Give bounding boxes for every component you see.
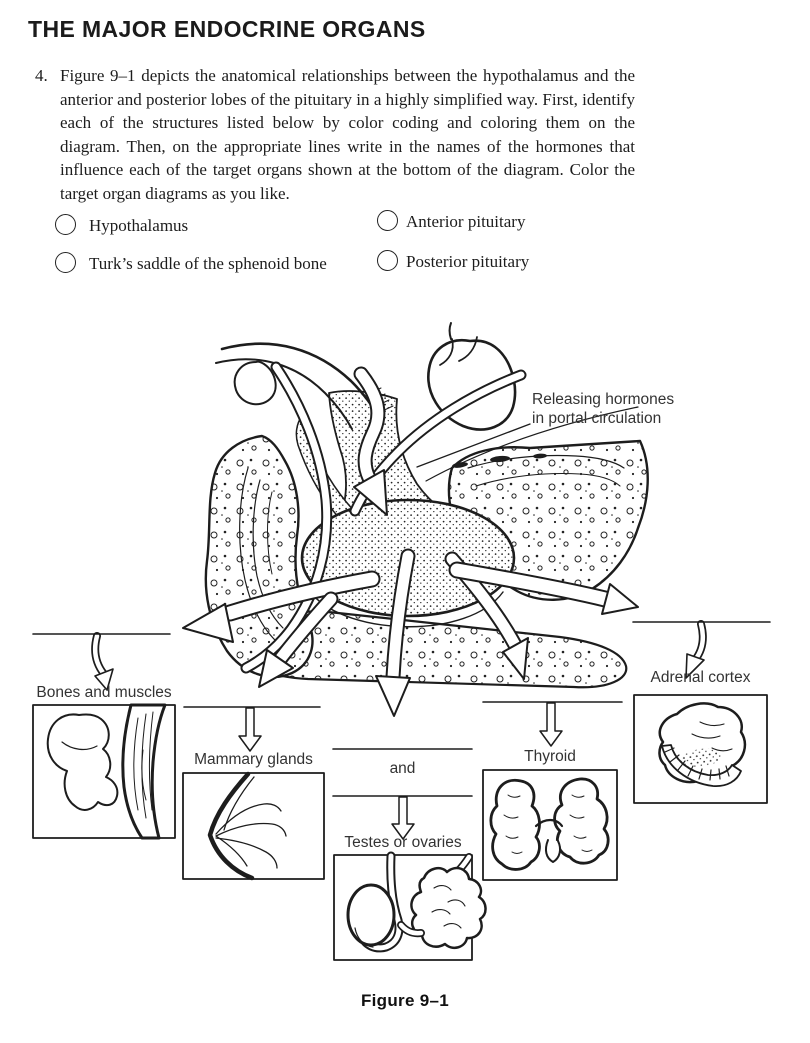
label-thyroid: Thyroid [524,748,576,765]
color-key-label-hypothalamus: Hypothalamus [89,216,189,235]
color-key-label-posterior-pituitary: Posterior pituitary [406,252,530,271]
page-title: THE MAJOR ENDOCRINE ORGANS [28,16,426,42]
annotation-line-1: Releasing hormones [532,391,675,408]
annotation-releasing-hormones [532,390,674,428]
figure-caption: Figure 9–1 [360,991,450,1010]
thin-arrow-thyroid [540,703,562,746]
color-key-label-turks-saddle: Turk’s saddle of the sphenoid bone [89,254,327,273]
small-arrow-bones-line [95,636,113,690]
annotation-line-2: in portal circulation [532,410,662,427]
label-and: and [389,760,416,777]
color-key-label-anterior-pituitary: Anterior pituitary [406,212,526,231]
thin-arrow-testes [392,797,414,839]
label-testes-or-ovaries: Testes or ovaries [344,834,462,851]
label-bones-and-muscles: Bones and muscles [36,684,172,701]
exercise-instructions: Figure 9–1 depicts the anatomical relationships between the hypothalamus and the anterior and posterior lobes of the pituitary in a highly simplified way. First, identify each of the structures listed below by color coding and coloring them on the diagram. Then, on the appropriate lines write in the names of the hormones that influence each of the target organs shown at the bottom of the diagram. Color the target organ diagrams as you like. [60,66,635,203]
label-adrenal-cortex: Adrenal cortex [650,669,751,686]
organ-box-mammary [183,773,324,879]
thin-arrow-mammary [239,708,261,751]
exercise-number: 4. [35,66,48,85]
label-mammary-glands: Mammary glands [194,751,313,768]
adrenal-sketch [659,703,744,786]
